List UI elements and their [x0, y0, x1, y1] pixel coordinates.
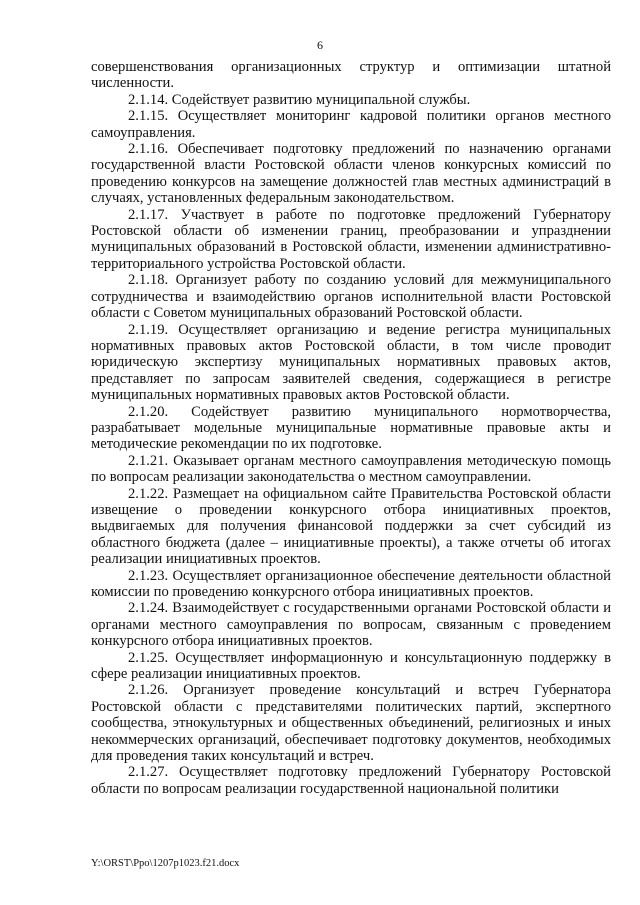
paragraph-2-1-18: 2.1.18. Организует работу по созданию условий для межмуниципального сотрудничества и взаимодействию органов исполнительной власти Ростовской области с Советом муниципальных образований Ростовской области.	[91, 272, 611, 322]
paragraph-2-1-21: 2.1.21. Оказывает органам местного самоуправления методическую помощь по вопросам реализации законодательства о местном самоуправлении.	[91, 452, 611, 486]
paragraph-2-1-20: 2.1.20. Содействует развитию муниципального нормотворчества, разрабатывает модельные муниципальные нормативные правовые акты и методические рекомендации по их подготовке.	[91, 403, 611, 453]
paragraph-continuation: совершенствования организационных структур и оптимизации штатной численности.	[91, 59, 611, 92]
page-number: 6	[317, 38, 323, 52]
document-body	[91, 59, 611, 797]
paragraph-2-1-27: 2.1.27. Осуществляет подготовку предложений Губернатору Ростовской области по вопросам реализации государственной национальной политики	[91, 764, 611, 797]
paragraph-2-1-16: 2.1.16. Обеспечивает подготовку предложений по назначению органами государственной власти Ростовской области членов конкурсных комиссий по проведению конкурсов на замещение должностей глав местных администраций в случаях, установленных федеральным законодательством.	[91, 141, 611, 207]
paragraph-2-1-19: 2.1.19. Осуществляет организацию и ведение регистра муниципальных нормативных правовых актов Ростовской области, в том числе проводит юридическую экспертизу муниципальных нормативных правовых актов, представляет по запросам заявителей сведения, содержащиеся в регистре муниципальных нормативных правовых актов Ростовской области.	[91, 321, 611, 404]
paragraph-2-1-15: 2.1.15. Осуществляет мониторинг кадровой политики органов местного самоуправления.	[91, 108, 611, 141]
paragraph-2-1-24: 2.1.24. Взаимодействует с государственными органами Ростовской области и органами местного самоуправления по вопросам, связанным с проведением конкурсного отбора инициативных проектов.	[91, 600, 611, 650]
paragraph-2-1-17: 2.1.17. Участвует в работе по подготовке предложений Губернатору Ростовской области об изменении границ, преобразовании и упразднении муниципальных образований в Ростовской области, изменении административно-территориального устройства Ростовской области.	[91, 206, 611, 272]
paragraph-2-1-25: 2.1.25. Осуществляет информационную и консультационную поддержку в сфере реализации инициативных проектов.	[91, 649, 611, 683]
paragraph-2-1-22: 2.1.22. Размещает на официальном сайте Правительства Ростовской области извещение о проведении конкурсного отбора инициативных проектов, выдвигаемых для получения финансовой поддержки за счет субсидий из областного бюджета (далее – инициативные проекты), а также отчеты об итогах реализации инициативных проектов.	[91, 485, 611, 568]
paragraph-2-1-14: 2.1.14. Содействует развитию муниципальной службы.	[128, 91, 471, 108]
paragraph-2-1-26: 2.1.26. Организует проведение консультаций и встреч Губернатора Ростовской области с представителями политических партий, экспертного сообщества, этнокультурных и общественных объединений, религиозных и иных некоммерческих организаций, обеспечивает подготовку документов, необходимых для проведения таких консультаций и встреч.	[91, 682, 611, 765]
paragraph-2-1-23: 2.1.23. Осуществляет организационное обеспечение деятельности областной комиссии по проведению конкурсного отбора инициативных проектов.	[91, 567, 611, 600]
footer-file-path: Y:\ORST\Ppo\1207p1023.f21.docx	[91, 858, 240, 869]
